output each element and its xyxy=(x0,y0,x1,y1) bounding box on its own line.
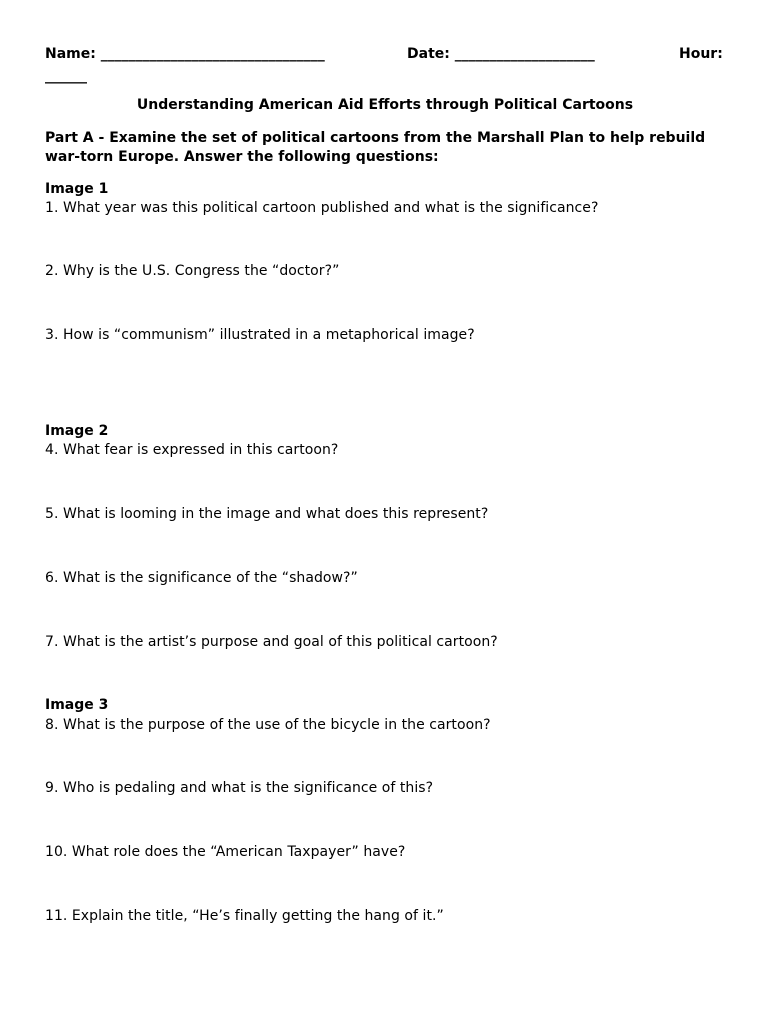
hour-field-blank: ______ xyxy=(45,68,87,84)
question-4: 4. What fear is expressed in this cartoon? xyxy=(45,442,339,458)
question-5: 5. What is looming in the image and what does this represent? xyxy=(45,506,489,522)
part-a-instructions: Part A - Examine the set of political cartoons from the Marshall Plan to help rebuild war-torn Europe. Answer the following questions: xyxy=(45,130,706,165)
question-3: 3. How is “communism” illustrated in a metaphorical image? xyxy=(45,327,475,343)
section-heading-image-2: Image 2 xyxy=(45,423,109,439)
question-6: 6. What is the significance of the “shadow?” xyxy=(45,570,358,586)
name-field-label: Name: ________________________________ xyxy=(45,46,325,62)
header-line xyxy=(45,46,725,66)
question-8: 8. What is the purpose of the use of the bicycle in the cartoon? xyxy=(45,717,491,733)
question-1: 1. What year was this political cartoon published and what is the significance? xyxy=(45,200,599,216)
date-field-label: Date: ____________________ xyxy=(407,46,595,62)
question-9: 9. Who is pedaling and what is the significance of this? xyxy=(45,780,434,796)
question-10: 10. What role does the “American Taxpayer” have? xyxy=(45,844,406,860)
hour-field-label: Hour: xyxy=(679,46,723,62)
worksheet-title: Understanding American Aid Efforts through Political Cartoons xyxy=(136,97,634,113)
section-heading-image-1: Image 1 xyxy=(45,181,109,197)
section-heading-image-3: Image 3 xyxy=(45,697,109,713)
question-2: 2. Why is the U.S. Congress the “doctor?” xyxy=(45,263,340,279)
question-11: 11. Explain the title, “He’s finally getting the hang of it.” xyxy=(45,908,444,924)
question-7: 7. What is the artist’s purpose and goal of this political cartoon? xyxy=(45,634,498,650)
